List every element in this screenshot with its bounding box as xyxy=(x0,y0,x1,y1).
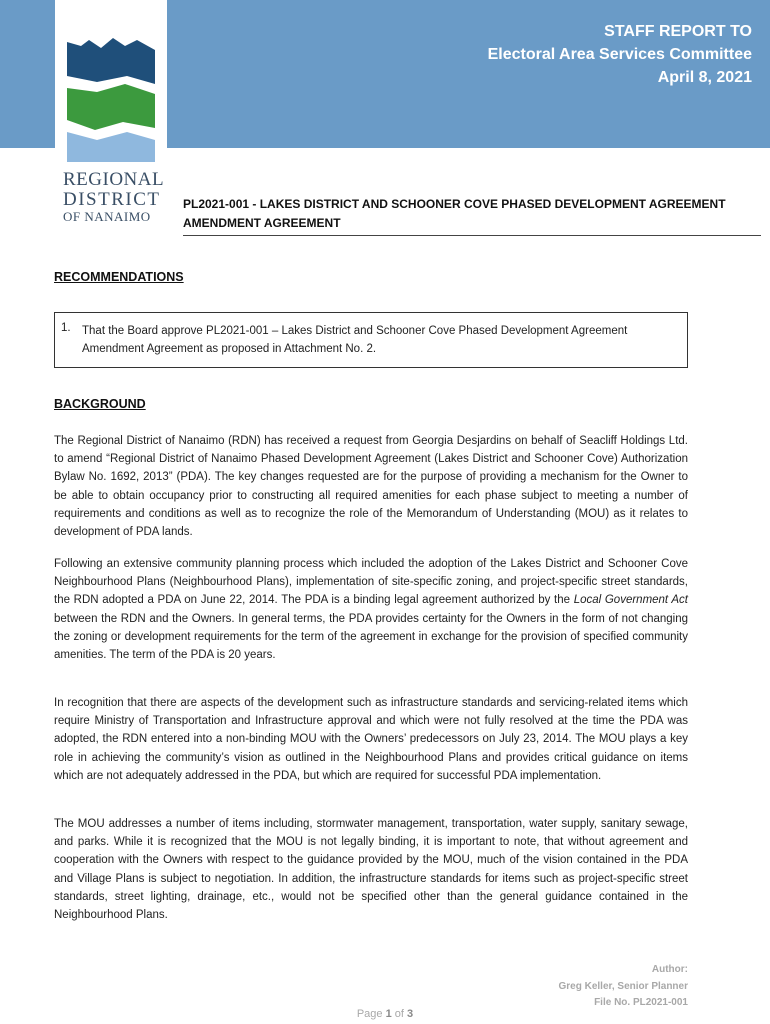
paragraph-2-text-end: between the RDN and the Owners. In general terms, the PDA provides certainty for the Owners in the form of not changing the zoning or development requirements for the term of the agreement in exchange for the provision of specified community amenities. The term of the PDA is 20 years. xyxy=(54,612,688,662)
logo-text-line2: DISTRICT xyxy=(63,189,161,210)
report-header xyxy=(488,20,752,89)
recommendation-box xyxy=(54,312,688,368)
report-header-date: April 8, 2021 xyxy=(657,69,752,86)
background-paragraph-4: The MOU addresses a number of items including, stormwater management, transportation, water supply, sanitary sewage, and parks. While it is recognized that the MOU is not legally binding, it is important to note, that without agreement and cooperation with the Owners with respect to the guidance provided by the MOU, much of the vision contained in the PDA and Village Plans is subject to negotiation. In addition, the infrastructure standards for items such as project-specific street standards, street lighting, drainage, etc., would not be specified other than the general guidance contained in the Neighbourhood Plans. xyxy=(54,818,688,922)
local-government-act-title: Local Government Act xyxy=(573,594,688,607)
logo-text-line1: REGIONAL xyxy=(63,169,165,190)
rdn-logo xyxy=(55,0,167,235)
rdn-logo-text xyxy=(63,170,163,223)
logo-text-line3: OF NANAIMO xyxy=(63,209,151,224)
recommendations-heading: RECOMMENDATIONS xyxy=(54,270,184,284)
background-paragraph-1: The Regional District of Nanaimo (RDN) has received a request from Georgia Desjardins on behalf of Seacliff Holdings Ltd. to amend “Regional District of Nanaimo Phased Development Agreement (Lakes District and Schooner Cove) Authorization Bylaw No. 1692, 2013” (PDA). The key changes requested are for the purpose of providing a mechanism for the Owner to be able to obtain occupancy prior to constructing all required amenities for each phase subject to meeting a number of requirements and conditions as well as to recognize the role of the Memorandum of Understanding (MOU) as it relates to development of PDA lands. xyxy=(54,435,688,539)
page-word: Page xyxy=(356,1008,383,1020)
author-name: Greg Keller, Senior Planner xyxy=(558,980,688,992)
author-block xyxy=(559,962,689,1012)
file-number: File No. PL2021-001 xyxy=(594,997,688,1008)
paragraph-2-text-start: Following an extensive community planning process which included the adoption of the Lakes District and Schooner Cove Neighbourhood Plans (Neighbourhood Plans), implementation of site-specific zoning, and project-specific street standards, the RDN adopted a PDA on June 22, 2014. The PDA is a binding legal agreement authorized by the xyxy=(54,558,688,607)
report-title-line2: AMENDMENT AGREEMENT xyxy=(183,216,341,230)
background-heading: BACKGROUND xyxy=(54,397,146,411)
page-number xyxy=(0,1008,770,1020)
page-of: of xyxy=(394,1008,404,1020)
background-paragraph-2 xyxy=(54,555,688,664)
page-total: 3 xyxy=(407,1008,414,1020)
rdn-logo-mark-icon xyxy=(67,36,155,164)
page-current: 1 xyxy=(385,1008,392,1020)
background-paragraph-3: In recognition that there are aspects of the development such as infrastructure standards and servicing-related items which require Ministry of Transportation and Infrastructure approval and which were not fully resolved at the time the PDA was adopted, the RDN entered into a non-binding MOU with the Owners’ predecessors on July 23, 2014. The MOU plays a key role in achieving the community’s vision as outlined in the Neighbourhood Plans and provides critical guidance on items which are not adequately addressed in the PDA, but which are required for successful PDA implementation. xyxy=(54,697,688,782)
recommendation-number: 1. xyxy=(61,322,71,334)
report-title-line1: PL2021-001 - LAKES DISTRICT AND SCHOONER COVE PHASED DEVELOPMENT AGREEMENT xyxy=(183,197,726,211)
report-title xyxy=(183,195,761,236)
report-header-committee: Electoral Area Services Committee xyxy=(487,46,752,63)
recommendation-text: That the Board approve PL2021-001 – Lakes District and Schooner Cove Phased Development Agreement Amendment Agreement as proposed in Attachment No. 2. xyxy=(82,325,628,355)
author-label: Author: xyxy=(651,964,688,975)
report-header-line1: STAFF REPORT TO xyxy=(604,23,752,40)
